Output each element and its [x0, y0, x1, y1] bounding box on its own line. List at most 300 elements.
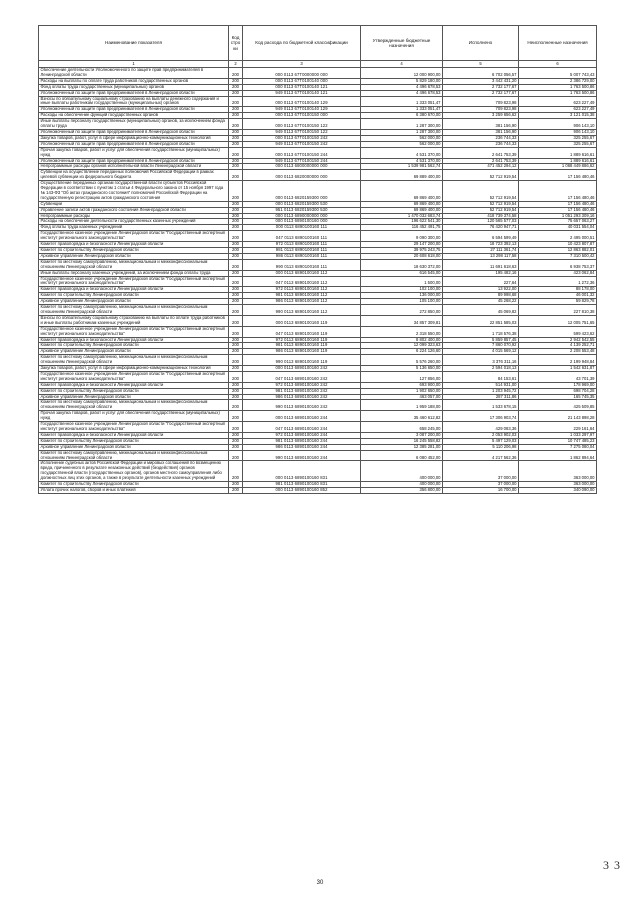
- table-row: [39, 78, 597, 84]
- row-remaining-amount: 423 062,84: [519, 270, 597, 276]
- row-line-code: 200: [229, 68, 243, 79]
- table-row: [39, 96, 597, 107]
- row-approved-amount: 400 000,00: [361, 461, 443, 482]
- row-approved-amount: 29 147 200,00: [361, 242, 443, 248]
- table-row: [39, 388, 597, 394]
- table-row: [39, 411, 597, 422]
- row-budget-code: 047 0113 6890100160 119: [243, 326, 361, 337]
- table-row: [39, 287, 597, 293]
- header-executed: Исполнено: [443, 26, 519, 61]
- row-approved-amount: 616 545,00: [361, 270, 443, 276]
- row-line-code: 200: [229, 270, 243, 276]
- row-indicator-name: Государственное казенное учреждение Ленинградской области "Государственный экспертный институт регионального законодательства": [39, 422, 229, 433]
- row-line-code: 200: [229, 259, 243, 270]
- row-line-code: 200: [229, 326, 243, 337]
- row-line-code: 200: [229, 90, 243, 96]
- row-remaining-amount: 363 000,00: [519, 461, 597, 482]
- row-budget-code: 047 0113 6890100160 112: [243, 276, 361, 287]
- table-row: [39, 207, 597, 213]
- row-executed-amount: 471 452 294,12: [443, 164, 519, 170]
- row-remaining-amount: 59 829,78: [519, 299, 597, 305]
- row-executed-amount: 22 851 585,03: [443, 315, 519, 326]
- budget-table: [38, 25, 597, 494]
- row-indicator-name: Архивное управление Ленинградской области: [39, 349, 229, 355]
- row-line-code: 200: [229, 411, 243, 422]
- row-approved-amount: 9 090 300,00: [361, 231, 443, 242]
- row-line-code: 200: [229, 315, 243, 326]
- row-indicator-name: Исполнение судебных актов Российской Федерации и мировых соглашений по возмещению вреда, причиненного в результате незаконных действий (бездействия) органов государственной власти (государственных органов), органов местного самоуправления либо должностных лиц этих органов, а также в результате деятельности казенных учреждений: [39, 461, 229, 482]
- row-executed-amount: 7 860 070,92: [443, 343, 519, 349]
- row-approved-amount: 16 245 558,82: [361, 438, 443, 444]
- row-indicator-name: Комитет по строительству Ленинградской области: [39, 293, 229, 299]
- row-indicator-name: Архивное управление Ленинградской области: [39, 394, 229, 400]
- row-executed-amount: 4 015 569,12: [443, 349, 519, 355]
- row-budget-code: 000 0113 6890100160 119: [243, 315, 361, 326]
- row-budget-code: 000 0113 67T0100140 121: [243, 84, 361, 90]
- row-approved-amount: 272 850,00: [361, 305, 443, 316]
- table-row: [39, 432, 597, 438]
- row-indicator-name: Субвенции: [39, 201, 229, 207]
- row-line-code: 200: [229, 400, 243, 411]
- row-approved-amount: 136 000,00: [361, 293, 443, 299]
- row-budget-code: 981 0113 6890100160 244: [243, 438, 361, 444]
- row-approved-amount: 69 889 400,00: [361, 170, 443, 181]
- row-line-code: 200: [229, 388, 243, 394]
- row-indicator-name: Взносы по обязательному социальному страхованию на выплаты денежного содержания и иные выплаты работникам государственных (муниципальных) органов: [39, 96, 229, 107]
- row-indicator-name: Архивное управление Ленинградской области: [39, 299, 229, 305]
- row-executed-amount: 429 083,36: [443, 422, 519, 433]
- row-approved-amount: 69 869 400,00: [361, 181, 443, 202]
- table-row: [39, 84, 597, 90]
- row-remaining-amount: 1 033 297,97: [519, 432, 597, 438]
- row-approved-amount: 1 959 188,00: [361, 400, 443, 411]
- row-line-code: 200: [229, 253, 243, 259]
- row-executed-amount: 16 700,00: [443, 487, 519, 493]
- row-approved-amount: 6 224 126,60: [361, 349, 443, 355]
- row-budget-code: 990 0113 6890100160 111: [243, 259, 361, 270]
- row-remaining-amount: 227 810,38: [519, 305, 597, 316]
- row-approved-amount: 5 136 650,00: [361, 366, 443, 372]
- row-executed-amount: 236 744,33: [443, 141, 519, 147]
- row-executed-amount: 1 718 576,38: [443, 326, 519, 337]
- row-executed-amount: 709 823,98: [443, 107, 519, 113]
- row-approved-amount: 562 000,00: [361, 135, 443, 141]
- row-executed-amount: 37 000,00: [443, 461, 519, 482]
- row-executed-amount: 381 156,90: [443, 129, 519, 135]
- row-budget-code: 000 0113 6890100160 831: [243, 461, 361, 482]
- row-executed-amount: 5 497 129,03: [443, 438, 519, 444]
- table-row: [39, 68, 597, 79]
- row-remaining-amount: 6 938 753,37: [519, 259, 597, 270]
- row-budget-code: 949 0113 67T0100140 121: [243, 90, 361, 96]
- row-remaining-amount: 698 704,28: [519, 388, 597, 394]
- table-row: [39, 270, 597, 276]
- header-approved: Утвержденные бюджетные назначения: [361, 26, 443, 61]
- row-approved-amount: 2 318 550,00: [361, 326, 443, 337]
- row-budget-code: 972 0113 6890100160 119: [243, 337, 361, 343]
- row-indicator-name: Комитет по местному самоуправлению, межнациональным и межконфессиональным отношениям Ленинградской области: [39, 450, 229, 461]
- row-remaining-amount: 906 143,10: [519, 129, 597, 135]
- row-approved-amount: 1 500,00: [361, 276, 443, 287]
- row-executed-amount: 18 723 392,13: [443, 242, 519, 248]
- row-budget-code: 972 0113 6890100160 242: [243, 382, 361, 388]
- table-row: [39, 181, 597, 202]
- table-row: [39, 242, 597, 248]
- row-line-code: 200: [229, 213, 243, 219]
- row-line-code: 200: [229, 84, 243, 90]
- row-remaining-amount: 5 007 743,43: [519, 68, 597, 79]
- row-remaining-amount: 3 121 015,38: [519, 113, 597, 119]
- row-budget-code: 986 0113 6890100160 119: [243, 349, 361, 355]
- row-executed-amount: 5 859 857,45: [443, 337, 519, 343]
- row-executed-amount: 418 739 374,58: [443, 213, 519, 219]
- row-line-code: 200: [229, 225, 243, 231]
- row-approved-amount: 562 000,00: [361, 141, 443, 147]
- row-line-code: 200: [229, 78, 243, 84]
- row-approved-amount: 1 470 032 683,74: [361, 213, 443, 219]
- row-approved-amount: 5 576 260,00: [361, 355, 443, 366]
- row-indicator-name: Непрограммные расходы: [39, 213, 229, 219]
- row-budget-code: 000 0113 6890000000 000: [243, 213, 361, 219]
- row-indicator-name: Управление записи актов гражданского состояния Ленинградской области: [39, 207, 229, 213]
- row-indicator-name: Уполномоченный по защите прав предпринимателей в Ленинградской области: [39, 158, 229, 164]
- row-budget-code: 986 0113 6890100160 111: [243, 253, 361, 259]
- row-approved-amount: 1 287 300,00: [361, 119, 443, 130]
- table-row: [39, 147, 597, 158]
- row-indicator-name: Комитет правопорядка и безопасности Ленинградской области: [39, 382, 229, 388]
- row-remaining-amount: 17 156 480,46: [519, 201, 597, 207]
- row-remaining-amount: 40 031 554,04: [519, 225, 597, 231]
- row-approved-amount: 658 245,00: [361, 422, 443, 433]
- row-budget-code: 981 0113 6890100160 242: [243, 388, 361, 394]
- row-line-code: 200: [229, 444, 243, 450]
- row-executed-amount: 236 744,33: [443, 135, 519, 141]
- row-budget-code: 000 0113 6820000000 000: [243, 170, 361, 181]
- table-row: [39, 422, 597, 433]
- row-line-code: 200: [229, 461, 243, 482]
- row-remaining-amount: 10 747 485,23: [519, 438, 597, 444]
- row-budget-code: 047 0113 6890100160 111: [243, 231, 361, 242]
- row-indicator-name: Государственное казенное учреждение Ленинградской области "Государственный экспертный институт регионального законодательства": [39, 326, 229, 337]
- row-indicator-name: Закупка товаров, работ, услуг в сфере информационно-коммуникационных технологий: [39, 366, 229, 372]
- row-line-code: 200: [229, 248, 243, 254]
- row-executed-amount: 514 931,00: [443, 382, 519, 388]
- row-executed-amount: 2 594 018,13: [443, 366, 519, 372]
- row-approved-amount: 127 856,00: [361, 371, 443, 382]
- row-indicator-name: Уполномоченный по защите прав предпринимателей в Ленинградской области: [39, 90, 229, 96]
- row-budget-code: 981 0113 6890100160 831: [243, 482, 361, 488]
- row-remaining-amount: 1 862 894,64: [519, 450, 597, 461]
- row-indicator-name: Фонд оплаты труда казенных учреждений: [39, 225, 229, 231]
- row-indicator-name: Комитет по местному самоуправлению, межнациональным и межконфессиональным отношениям Ленинградской области: [39, 305, 229, 316]
- row-remaining-amount: 599 423,62: [519, 326, 597, 337]
- margin-stamp: 3 3: [603, 858, 621, 872]
- row-executed-amount: 2 641 753,39: [443, 158, 519, 164]
- row-executed-amount: 4 217 562,36: [443, 450, 519, 461]
- row-budget-code: 000 0113 67T0100140 000: [243, 78, 361, 84]
- row-line-code: 200: [229, 343, 243, 349]
- table-row: [39, 259, 597, 270]
- row-line-code: 200: [229, 422, 243, 433]
- table-row: [39, 394, 597, 400]
- row-budget-code: 047 0113 6890100160 244: [243, 422, 361, 433]
- table-row: [39, 461, 597, 482]
- row-budget-code: 000 0113 6820159300 000: [243, 181, 361, 202]
- row-indicator-name: Комитет правопорядка и безопасности Ленинградской области: [39, 432, 229, 438]
- row-indicator-name: Комитет по местному самоуправлению, межнациональным и межконфессиональным отношениям Ленинградской области: [39, 400, 229, 411]
- table-row: [39, 158, 597, 164]
- table-row: [39, 170, 597, 181]
- row-approved-amount: 6 380 670,00: [361, 113, 443, 119]
- row-line-code: 200: [229, 276, 243, 287]
- row-approved-amount: 12 385 281,00: [361, 444, 443, 450]
- row-line-code: 200: [229, 147, 243, 158]
- row-indicator-name: Комитет по строительству Ленинградской области: [39, 248, 229, 254]
- row-executed-amount: 52 712 919,54: [443, 181, 519, 202]
- row-remaining-amount: 17 156 480,46: [519, 207, 597, 213]
- row-line-code: 200: [229, 482, 243, 488]
- row-indicator-name: Комитет по строительству Ленинградской области: [39, 343, 229, 349]
- row-executed-amount: 3 442 431,20: [443, 78, 519, 84]
- row-approved-amount: 69 869 400,00: [361, 207, 443, 213]
- row-indicator-name: Архивное управление Ленинградской области: [39, 444, 229, 450]
- header-remaining: Неисполненные назначения: [519, 26, 597, 61]
- row-remaining-amount: 7 275 080,04: [519, 444, 597, 450]
- row-approved-amount: 5 829 180,00: [361, 78, 443, 84]
- header-indicator-name: Наименование показателя: [39, 26, 229, 61]
- row-executed-amount: 52 712 919,54: [443, 201, 519, 207]
- table-row: [39, 337, 597, 343]
- row-line-code: 200: [229, 107, 243, 113]
- row-budget-code: 981 0113 6890100160 119: [243, 343, 361, 349]
- row-line-code: 200: [229, 231, 243, 242]
- row-remaining-amount: 363 000,00: [519, 482, 597, 488]
- column-number: 3: [243, 61, 361, 68]
- row-indicator-name: Закупка товаров, работ, услуг в сфере информационно-коммуникационных технологий: [39, 135, 229, 141]
- table-row: [39, 90, 597, 96]
- row-approved-amount: 35 460 612,82: [361, 411, 443, 422]
- row-remaining-amount: 1 889 616,61: [519, 147, 597, 158]
- row-executed-amount: 3 376 311,16: [443, 355, 519, 366]
- table-row: [39, 444, 597, 450]
- row-budget-code: 000 0113 6820159300 530: [243, 201, 361, 207]
- row-indicator-name: Фонд оплаты труда государственных (муниципальных) органов: [39, 84, 229, 90]
- row-line-code: 200: [229, 113, 243, 119]
- row-budget-code: 986 0113 6890100160 112: [243, 299, 361, 305]
- table-row: [39, 400, 597, 411]
- row-executed-amount: 2 732 177,67: [443, 84, 519, 90]
- row-indicator-name: Комитет правопорядка и безопасности Ленинградской области: [39, 337, 229, 343]
- row-remaining-amount: 1 272,36: [519, 276, 597, 287]
- row-executed-amount: 52 712 919,54: [443, 170, 519, 181]
- table-row: [39, 141, 597, 147]
- row-approved-amount: 102 100,00: [361, 287, 443, 293]
- row-indicator-name: Комитет по строительству Ленинградской области: [39, 388, 229, 394]
- row-line-code: 200: [229, 96, 243, 107]
- row-remaining-amount: 425 509,85: [519, 400, 597, 411]
- row-remaining-amount: 75 657 063,27: [519, 219, 597, 225]
- row-indicator-name: Прочая закупка товаров, работ и услуг для обеспечения государственных (муниципальных) нужд: [39, 411, 229, 422]
- row-executed-amount: 2 053 902,03: [443, 432, 519, 438]
- row-line-code: 200: [229, 119, 243, 130]
- table-row: [39, 276, 597, 287]
- budget-execution-document: [38, 25, 596, 494]
- row-line-code: 200: [229, 438, 243, 444]
- row-remaining-amount: 4 139 252,71: [519, 343, 597, 349]
- row-line-code: 200: [229, 305, 243, 316]
- row-indicator-name: Уполномоченный по защите прав предпринимателей в Ленинградской области: [39, 129, 229, 135]
- row-approved-amount: 1 287 300,00: [361, 129, 443, 135]
- row-approved-amount: 1 902 650,00: [361, 388, 443, 394]
- row-remaining-amount: 1 051 293 309,16: [519, 213, 597, 219]
- row-executed-amount: 227,64: [443, 276, 519, 287]
- row-executed-amount: 84 153,61: [443, 371, 519, 382]
- row-budget-code: 000 0113 67T0100150 242: [243, 135, 361, 141]
- row-remaining-amount: 2 386 729,00: [519, 78, 597, 84]
- row-approved-amount: 34 857 309,81: [361, 315, 443, 326]
- row-approved-amount: 116 452 491,75: [361, 225, 443, 231]
- row-budget-code: 000 0113 67T0100150 000: [243, 113, 361, 119]
- row-remaining-amount: 623 227,49: [519, 96, 597, 107]
- row-indicator-name: Уплата прочих налогов, сборов и иных платежей: [39, 487, 229, 493]
- row-budget-code: 972 0113 6890100160 111: [243, 242, 361, 248]
- row-line-code: 200: [229, 129, 243, 135]
- row-executed-amount: 709 823,98: [443, 96, 519, 107]
- header-budget-code: Код расхода по бюджетной классификации: [243, 26, 361, 61]
- row-executed-amount: 195 482,16: [443, 270, 519, 276]
- table-row: [39, 438, 597, 444]
- row-line-code: 200: [229, 487, 243, 493]
- table-row: [39, 248, 597, 254]
- row-approved-amount: 6 080 452,00: [361, 450, 443, 461]
- row-indicator-name: Уполномоченный по защите прав предпринимателей в Ленинградской области: [39, 107, 229, 113]
- row-line-code: 200: [229, 141, 243, 147]
- row-approved-amount: 4 496 678,53: [361, 90, 443, 96]
- row-approved-amount: 12 000 900,00: [361, 68, 443, 79]
- row-executed-amount: 2 732 177,67: [443, 90, 519, 96]
- row-line-code: 200: [229, 366, 243, 372]
- row-budget-code: 949 0113 67T0100150 244: [243, 158, 361, 164]
- row-indicator-name: Комитет по строительству Ленинградской области: [39, 482, 229, 488]
- row-line-code: 200: [229, 382, 243, 388]
- row-budget-code: 949 0113 67T0100150 122: [243, 129, 361, 135]
- row-executed-amount: 381 156,90: [443, 119, 519, 130]
- table-row: [39, 382, 597, 388]
- table-row: [39, 315, 597, 326]
- row-indicator-name: Комитет по местному самоуправлению, межнациональным и межконфессиональным отношениям Ленинградской области: [39, 259, 229, 270]
- row-budget-code: 949 0113 67T0100140 129: [243, 107, 361, 113]
- row-remaining-amount: 2 208 553,48: [519, 349, 597, 355]
- row-budget-code: 000 0113 6890100160 000: [243, 219, 361, 225]
- table-row: [39, 487, 597, 493]
- column-number: 6: [519, 61, 597, 68]
- table-row: [39, 299, 597, 305]
- row-remaining-amount: 17 156 480,46: [519, 170, 597, 181]
- row-remaining-amount: 12 863 882,01: [519, 248, 597, 254]
- row-approved-amount: 1 333 051,47: [361, 107, 443, 113]
- row-executed-amount: 89 998,68: [443, 293, 519, 299]
- row-budget-code: 000 0113 67T0000000 000: [243, 68, 361, 79]
- row-approved-amount: 105 100,00: [361, 299, 443, 305]
- row-approved-amount: 1 539 981 562,74: [361, 164, 443, 170]
- row-remaining-amount: 1 542 631,87: [519, 366, 597, 372]
- row-indicator-name: Прочая закупка товаров, работ и услуг для обеспечения государственных (муниципальных) нужд: [39, 147, 229, 158]
- row-executed-amount: 6 594 599,49: [443, 231, 519, 242]
- row-line-code: 200: [229, 219, 243, 225]
- row-budget-code: 000 0113 67T0100150 122: [243, 119, 361, 130]
- row-line-code: 200: [229, 293, 243, 299]
- row-remaining-amount: 623 227,49: [519, 107, 597, 113]
- column-number: 1: [39, 61, 229, 68]
- row-indicator-name: Субвенции на осуществление переданных полномочий Российской Федерации в рамках целевой субвенции из федерального бюджета: [39, 170, 229, 181]
- column-number-row: [39, 61, 597, 68]
- row-budget-code: 000 0113 6890100160 112: [243, 270, 361, 276]
- row-budget-code: 990 0113 6890100160 119: [243, 355, 361, 366]
- header-line-code: Код стро ки: [229, 26, 243, 61]
- table-row: [39, 219, 597, 225]
- row-remaining-amount: 2 942 542,55: [519, 337, 597, 343]
- table-row: [39, 135, 597, 141]
- header-row: [39, 26, 597, 61]
- row-approved-amount: 20 608 618,00: [361, 253, 443, 259]
- row-budget-code: 000 0113 6890100160 242: [243, 366, 361, 372]
- row-approved-amount: 400 000,00: [361, 482, 443, 488]
- row-budget-code: 000 0113 6890100160 244: [243, 411, 361, 422]
- row-approved-amount: 196 622 541,30: [361, 219, 443, 225]
- column-number: 4: [361, 61, 443, 68]
- row-indicator-name: Комитет по местному самоуправлению, межнациональным и межконфессиональным отношениям Ленинградской области: [39, 355, 229, 366]
- row-remaining-amount: 1 763 500,86: [519, 84, 597, 90]
- row-budget-code: 990 0113 6890100160 112: [243, 305, 361, 316]
- row-approved-amount: 12 099 323,63: [361, 343, 443, 349]
- row-budget-code: 951 0113 6820159300 530: [243, 207, 361, 213]
- row-line-code: 200: [229, 207, 243, 213]
- row-line-code: 200: [229, 432, 243, 438]
- table-row: [39, 349, 597, 355]
- row-line-code: 200: [229, 355, 243, 366]
- row-line-code: 200: [229, 371, 243, 382]
- row-remaining-amount: 325 255,67: [519, 141, 597, 147]
- column-number: 5: [443, 61, 519, 68]
- page-number: 30: [316, 880, 324, 886]
- row-budget-code: 990 0113 6890100160 244: [243, 450, 361, 461]
- row-remaining-amount: 10 423 807,87: [519, 242, 597, 248]
- row-line-code: 200: [229, 164, 243, 170]
- row-indicator-name: Расходы на выплаты по оплате труда работников государственных органов: [39, 78, 229, 84]
- row-remaining-amount: 340 090,00: [519, 487, 597, 493]
- row-remaining-amount: 88 178,00: [519, 287, 597, 293]
- row-executed-amount: 120 565 577,03: [443, 219, 519, 225]
- table-row: [39, 293, 597, 299]
- row-indicator-name: Расходы на обеспечение деятельности государственных казенных учреждений: [39, 219, 229, 225]
- row-indicator-name: Расходы на обеспечение функций государственных органов: [39, 113, 229, 119]
- row-indicator-name: Государственное казенное учреждение Ленинградской области "Государственный экспертный институт регионального законодательства": [39, 231, 229, 242]
- row-indicator-name: Непрограммные расходы органов исполнительной власти Ленинградской области: [39, 164, 229, 170]
- row-budget-code: 972 0113 6890100160 244: [243, 432, 361, 438]
- row-executed-amount: 17 306 903,74: [443, 411, 519, 422]
- row-budget-code: 986 0113 6890100160 244: [243, 444, 361, 450]
- row-indicator-name: Государственное казенное учреждение Ленинградской области "Государственный экспертный институт регионального законодательства": [39, 371, 229, 382]
- table-row: [39, 113, 597, 119]
- table-body: [39, 68, 597, 494]
- row-line-code: 200: [229, 242, 243, 248]
- row-executed-amount: 52 712 919,54: [443, 207, 519, 213]
- row-line-code: 200: [229, 299, 243, 305]
- row-remaining-amount: 906 143,10: [519, 119, 597, 130]
- row-approved-amount: 3 087 200,00: [361, 432, 443, 438]
- row-approved-amount: 18 630 372,00: [361, 259, 443, 270]
- row-executed-amount: 11 691 618,63: [443, 259, 519, 270]
